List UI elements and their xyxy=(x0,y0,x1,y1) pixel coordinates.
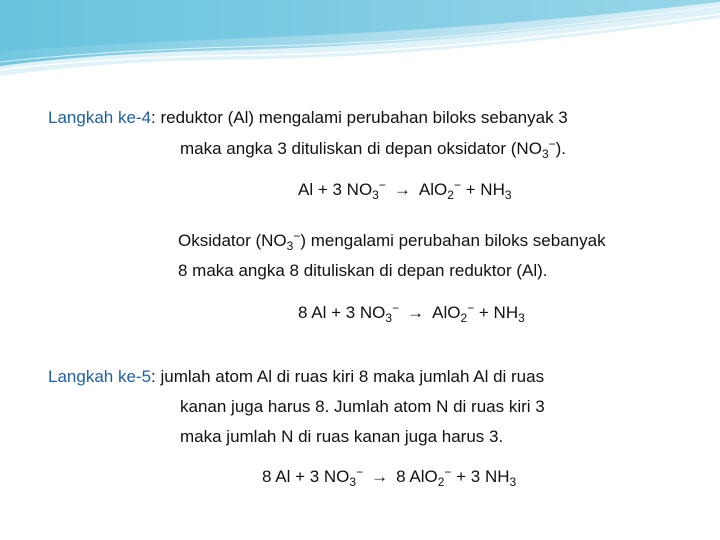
eq3-rhs-sub2: 3 xyxy=(509,475,517,489)
equation-2 xyxy=(298,303,525,323)
eq1-lhs: Al + 3 NO xyxy=(298,180,373,199)
equation-1 xyxy=(298,180,512,200)
eq1-arrow: → xyxy=(393,180,411,199)
eq3-lhs: 8 Al + 3 NO xyxy=(262,467,350,486)
step5-colon: : xyxy=(151,367,156,386)
eq3-rhs: 8 AlO xyxy=(396,467,438,486)
eq3-arrow: → xyxy=(371,467,389,486)
eq1-lhs-sup: − xyxy=(378,178,386,192)
step4-line2 xyxy=(180,139,566,159)
eq1-rhs-sup: − xyxy=(453,178,461,192)
eq3-rhs-b: + 3 NH xyxy=(451,467,510,486)
oxidator-text-2: 8 maka angka 8 dituliskan di depan reduktor (Al). xyxy=(178,261,548,280)
step4-text-2a: maka angka 3 dituliskan di depan oksidator (NO xyxy=(180,139,542,158)
step5-text-3: maka jumlah N di ruas kanan juga harus 3. xyxy=(180,427,504,446)
eq2-rhs: AlO xyxy=(432,303,461,322)
eq3-rhs-sup: − xyxy=(444,465,452,479)
step5-line2 xyxy=(180,397,545,417)
step4-line1 xyxy=(48,108,568,128)
eq2-lhs-sub: 3 xyxy=(385,311,393,325)
step4-label: Langkah ke-4 xyxy=(48,108,152,127)
eq2-rhs-sub2: 3 xyxy=(518,311,525,325)
step4-text-2b: ). xyxy=(555,139,567,158)
step5-line3 xyxy=(180,427,503,447)
step5-text-2: kanan juga harus 8. Jumlah atom N di ruas kiri 3 xyxy=(180,397,545,416)
eq3-lhs-sub: 3 xyxy=(349,475,357,489)
step4-colon: : xyxy=(151,108,156,127)
eq2-lhs-sup: − xyxy=(392,301,400,315)
step4-text-1: reduktor (Al) mengalami perubahan biloks sebanyak 3 xyxy=(155,108,568,127)
header-wave-decoration xyxy=(0,0,720,90)
eq1-rhs-sub2: 3 xyxy=(504,188,512,202)
oxidator-sub: 3 xyxy=(286,239,294,253)
oxidator-line2 xyxy=(178,261,547,281)
eq3-rhs-sub: 2 xyxy=(437,475,445,489)
eq2-lhs: 8 Al + 3 NO xyxy=(298,303,386,322)
oxidator-text-1a: Oksidator (NO xyxy=(178,231,287,250)
eq3-lhs-sup: − xyxy=(356,465,364,479)
step5-line1 xyxy=(48,367,544,387)
oxidator-line1 xyxy=(178,231,606,251)
eq2-rhs-b: + NH xyxy=(474,303,519,322)
eq1-rhs-b: + NH xyxy=(460,180,505,199)
equation-3 xyxy=(262,467,516,487)
step5-text-1: jumlah atom Al di ruas kiri 8 maka jumlah Al di ruas xyxy=(155,367,545,386)
eq2-rhs-sup: − xyxy=(467,301,475,315)
eq1-rhs-sub: 2 xyxy=(447,188,454,202)
oxidator-sup: − xyxy=(293,229,301,243)
oxidator-text-1b: ) mengalami perubahan biloks sebanyak xyxy=(300,231,606,250)
eq2-rhs-sub: 2 xyxy=(460,311,468,325)
step5-label: Langkah ke-5 xyxy=(48,367,152,386)
eq1-lhs-sub: 3 xyxy=(372,188,379,202)
step4-sub: 3 xyxy=(541,147,549,161)
eq2-arrow: → xyxy=(407,303,425,322)
eq1-rhs: AlO xyxy=(418,180,448,199)
step4-sup: − xyxy=(548,137,556,151)
